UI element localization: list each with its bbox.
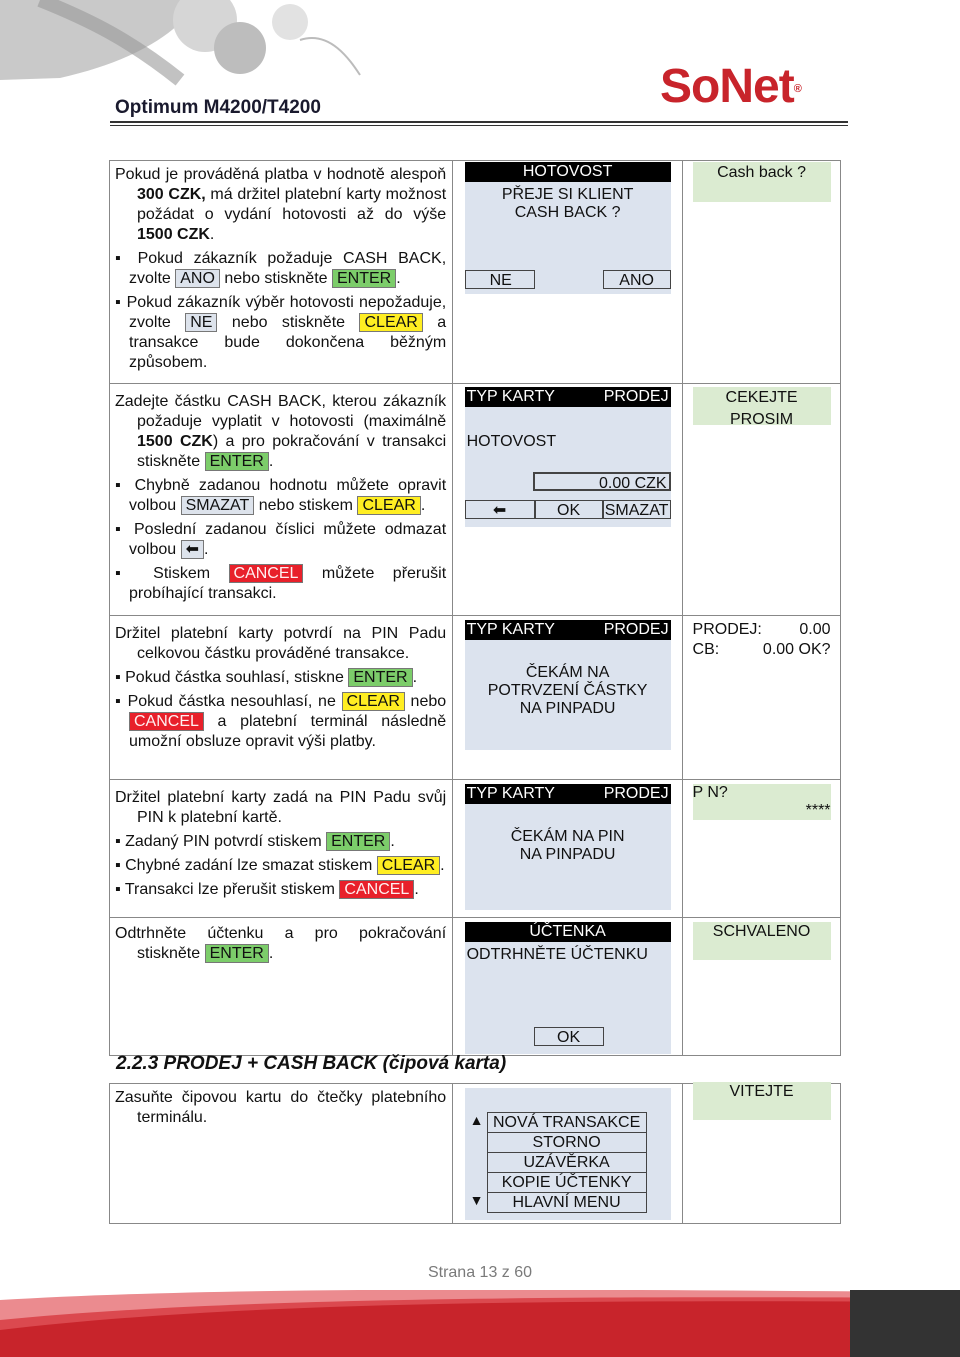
key-clear: CLEAR <box>342 692 405 711</box>
terminal-screen <box>465 784 671 910</box>
pinpad-cell <box>683 1084 841 1224</box>
terminal-screen <box>465 387 671 527</box>
terminal-screen-cell <box>453 161 683 384</box>
bullet: ▪ Transakci lze přerušit stiskem CANCEL . <box>115 881 419 898</box>
screen-line: CASH BACK ? <box>514 204 621 221</box>
section-table <box>109 1083 841 1224</box>
pinpad-display: Cash back ? <box>693 162 831 202</box>
bullet: ▪ Stiskem CANCEL můžete přerušit probíhající transakci. <box>115 565 447 602</box>
terminal-screen <box>465 162 671 294</box>
menu-item-new-transaction[interactable]: NOVÁ TRANSAKCE <box>487 1112 647 1132</box>
screen-softkey-ok[interactable]: OK <box>535 500 603 519</box>
bullet: ▪ Zadaný PIN potvrdí stiskem ENTER . <box>115 833 395 850</box>
key-ne: NE <box>185 313 217 332</box>
key-enter: ENTER <box>205 452 269 471</box>
table-row <box>110 918 841 1056</box>
description-cell <box>110 616 453 780</box>
key-enter: ENTER <box>205 944 269 963</box>
key-enter: ENTER <box>348 668 412 687</box>
description-cell <box>110 780 453 918</box>
screen-softkey-smazat[interactable]: SMAZAT <box>603 500 671 519</box>
bullet: ▪ Pokud částka souhlasí, stiskne ENTER . <box>115 669 418 686</box>
screen-line: NA PINPADU <box>519 700 616 717</box>
header-rule-thin <box>110 125 848 126</box>
sonet-logo <box>660 62 840 112</box>
section-heading: 2.2.3 PRODEJ + CASH BACK (čipová karta) <box>116 1053 507 1074</box>
paragraph: Zadejte částku CASH BACK, kterou zákazník požaduje vyplatit v hotovosti (maximálně 1500 CZK) a pro pokračování v transakci stiskněte ENTER . <box>115 393 447 470</box>
pinpad-cell <box>683 161 841 384</box>
terminal-screen-cell <box>453 616 683 780</box>
document-title: Optimum M4200/T4200 <box>115 97 321 118</box>
scroll-down-icon[interactable]: ▼ <box>469 1192 484 1208</box>
pinpad-display: CEKEJTE PROSIM <box>693 387 831 425</box>
paragraph: Držitel platební karty zadá na PIN Padu svůj PIN k platební kartě. <box>115 789 447 826</box>
terminal-screen <box>465 620 671 750</box>
table-row <box>110 384 841 616</box>
screen-title-bar: HOTOVOST <box>465 162 671 182</box>
screen-line: ČEKÁM NA PIN <box>510 828 625 845</box>
table-row <box>110 616 841 780</box>
pinpad-display: VITEJTE <box>693 1082 831 1120</box>
screen-line: NA PINPADU <box>519 846 616 863</box>
description-cell <box>110 918 453 1056</box>
pinpad-display: PRODEJ: 0.00 CB: 0.00 OK? <box>692 621 831 658</box>
amount-input[interactable]: 0.00 CZK <box>533 472 671 491</box>
screen-softkey-ne[interactable]: NE <box>465 270 535 289</box>
pinpad-cell <box>683 918 841 1056</box>
menu-item-main-menu[interactable]: HLAVNÍ MENU <box>487 1192 647 1213</box>
screen-line: POTRVZENÍ ČÁSTKY <box>487 682 648 699</box>
paragraph: Zasuňte čipovou kartu do čtečky platebního terminálu. <box>115 1089 447 1126</box>
screen-title-bar: ÚČTENKA <box>465 922 671 942</box>
key-cancel: CANCEL <box>129 712 204 731</box>
bullet: ▪ Pokud částka nesouhlasí, ne CLEAR nebo CANCEL a platební terminál následně umožní obsluze opravit výši platby. <box>115 693 447 750</box>
header-decoration <box>0 0 400 110</box>
screen-softkey-ok[interactable]: OK <box>534 1027 604 1046</box>
scroll-up-icon[interactable]: ▲ <box>469 1112 484 1128</box>
key-clear: CLEAR <box>357 496 420 515</box>
page-number: Strana 13 z 60 <box>427 1264 533 1281</box>
paragraph: Pokud je prováděná platba v hodnotě alespoň 300 CZK, má držitel platební karty možnost požádat o vydání hotovosti až do výše 1500 CZK. <box>115 166 447 243</box>
description-cell <box>110 384 453 616</box>
pinpad-display: P N? **** <box>692 784 831 819</box>
pinpad-display: SCHVALENO <box>693 922 831 960</box>
key-ano: ANO <box>175 269 220 288</box>
paragraph: Odtrhněte účtenku a pro pokračování stiskněte ENTER . <box>115 925 447 962</box>
key-enter: ENTER <box>332 269 396 288</box>
menu-item-storno[interactable]: STORNO <box>487 1132 647 1152</box>
pinpad-cell <box>683 384 841 616</box>
terminal-screen-cell <box>453 918 683 1056</box>
menu-item-closing[interactable]: UZÁVĚRKA <box>487 1152 647 1172</box>
description-cell <box>110 161 453 384</box>
procedure-table <box>109 160 841 1056</box>
menu-list <box>487 1112 647 1213</box>
key-cancel: CANCEL <box>339 880 414 899</box>
bullet: ▪ Chybně zadanou hodnotu můžete opravit volbou SMAZAT nebo stiskem CLEAR . <box>115 477 447 514</box>
table-row <box>110 780 841 918</box>
screen-softkey-ano[interactable]: ANO <box>603 270 671 289</box>
pinpad-cell <box>683 780 841 918</box>
key-clear: CLEAR <box>377 856 440 875</box>
bullet: ▪ Pokud zákazník požaduje CASH BACK, zvolte ANO nebo stiskněte ENTER . <box>115 250 447 287</box>
paragraph: Držitel platební karty potvrdí na PIN Padu celkovou částku prováděné transakce. <box>115 625 447 662</box>
terminal-screen-cell <box>453 384 683 616</box>
table-row <box>110 1084 841 1224</box>
screen-title-bar: TYP KARTY PRODEJ <box>466 785 669 802</box>
screen-title-bar: TYP KARTY PRODEJ <box>466 621 669 638</box>
screen-title-bar: TYP KARTY PRODEJ <box>466 388 669 405</box>
bullet: ▪ Poslední zadanou číslici můžete odmazat volbou ⬅ . <box>115 521 447 558</box>
terminal-screen <box>465 922 671 1054</box>
backspace-icon[interactable]: ⬅ <box>465 500 535 519</box>
header-rule <box>110 121 848 123</box>
bullet: ▪ Pokud zákazník výběr hotovosti nepožaduje, zvolte NE nebo stiskněte CLEAR a transakce bude dokončena běžným způsobem. <box>115 294 447 371</box>
pinpad-cell <box>683 616 841 780</box>
terminal-screen-cell <box>453 780 683 918</box>
screen-line: ODTRHNĚTE ÚČTENKU <box>466 946 648 963</box>
registered-mark: ® <box>793 83 801 95</box>
screen-line: HOTOVOST <box>466 433 557 450</box>
table-row <box>110 161 841 384</box>
footer-decoration <box>0 1290 960 1357</box>
menu-item-receipt-copy[interactable]: KOPIE ÚČTENKY <box>487 1172 647 1192</box>
key-enter: ENTER <box>326 832 390 851</box>
screen-line: PŘEJE SI KLIENT <box>501 186 634 203</box>
bullet: ▪ Chybné zadání lze smazat stiskem CLEAR . <box>115 857 445 874</box>
key-cancel: CANCEL <box>229 564 304 583</box>
screen-line: ČEKÁM NA <box>525 664 610 681</box>
key-clear: CLEAR <box>359 313 422 332</box>
description-cell <box>110 1084 453 1224</box>
key-backspace-icon: ⬅ <box>181 540 204 559</box>
terminal-screen <box>465 1088 671 1220</box>
key-smazat: SMAZAT <box>181 496 255 515</box>
terminal-screen-cell <box>453 1084 683 1224</box>
logo-text: SoNet <box>660 60 794 113</box>
